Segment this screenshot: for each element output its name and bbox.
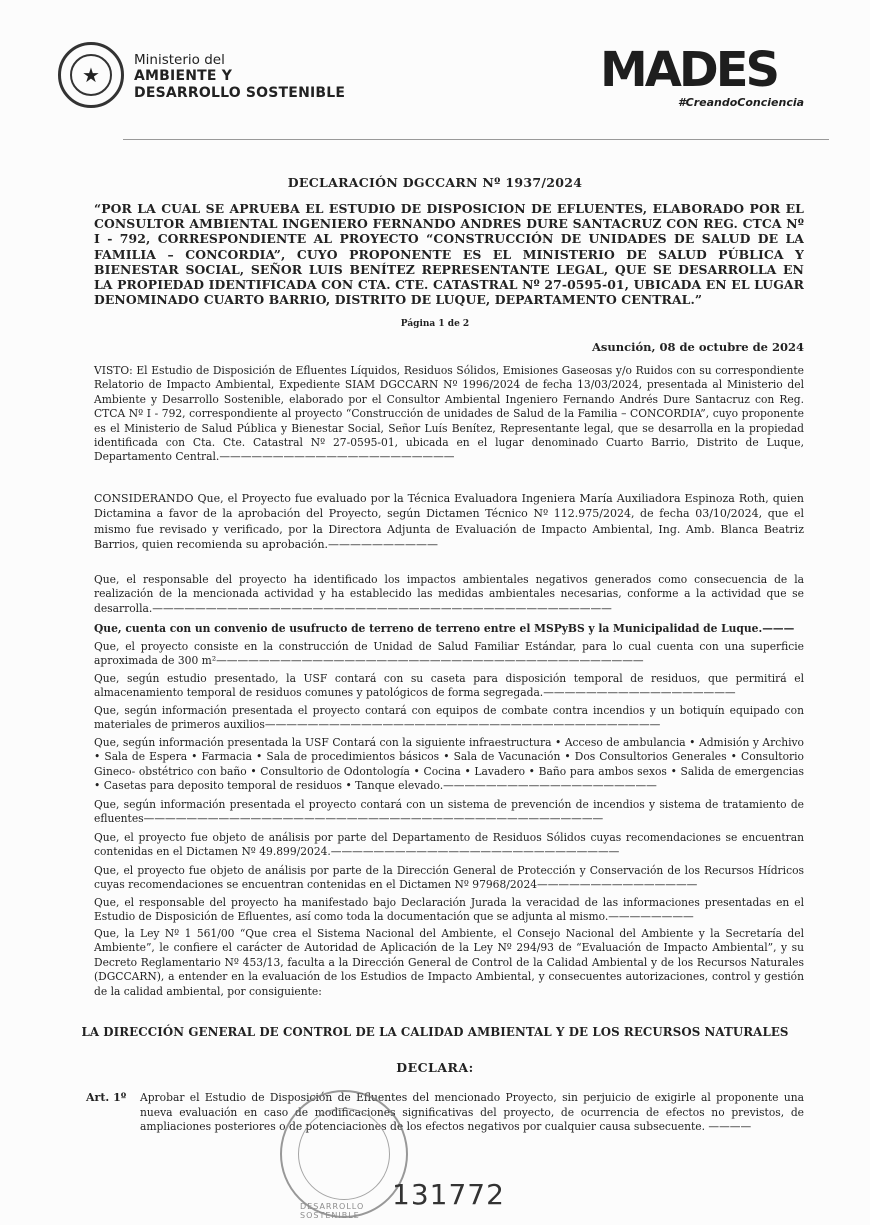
resolution-statement: “POR LA CUAL SE APRUEBA EL ESTUDIO DE DISPOSICION DE EFLUENTES, ELABORADO POR EL CONSULTOR AMBIENTAL INGENIERO FERNANDO ANDRES DURE SANTACRUZ CON REG. CTCA Nº I - 792, CORRESPONDIENTE AL PROYECTO “CONSTRUCCIÓN DE UNIDADES DE SALUD DE LA FAMILIA – CONCORDIA”, CUYO PROPONENTE ES EL MINISTERIO DE SALUD PÚBLICA Y BIENESTAR SOCIAL, SEÑOR LUIS BENÍTEZ REPRESENTANTE LEGAL, QUE SE DESARROLLA EN LA PROPIEDAD IDENTIFICADA CON CTA. CTE. CATASTRAL Nº 27-0595-01, UBICADA EN EL LUGAR DENOMINADO CUARTO BARRIO, DISTRITO DE LUQUE, DEPARTAMENTO CENTRAL.” [94, 201, 804, 308]
ministry-name-line3: DESARROLLO SOSTENIBLE [134, 85, 346, 101]
que-paragraph: Que, el responsable del proyecto ha identificado los impactos ambientales negativos generados como consecuencia de la realización de la mencionada actividad y ha establecido las medidas ambientales necesarias, conforme a la actividad que se desarrolla.——————————————————————————————————————————— [94, 573, 804, 615]
visto-paragraph: VISTO: El Estudio de Disposición de Efluentes Líquidos, Residuos Sólidos, Emisiones Gaseosas y/o Ruidos con su correspondiente Relatorio de Impacto Ambiental, Expediente SIAM DGCCARN Nº 1996/2024 de fecha 13/03/2024, presentada al Ministerio del Ambiente y Desarrollo Sostenible, elaborado por el Consultor Ambiental Ingeniero Fernando Andrés Dure Santacruz con Reg. CTCA Nº I - 792, correspondiente al proyecto “Construcción de unidades de Salud de la Familia – CONCORDIA”, cuyo proponente es el Ministerio de Salud Pública y Bienestar Social, Señor Luís Benítez, Representante legal, que se desarrolla en la propiedad identificada con Cta. Cte. Catastral Nº 27-0595-01, ubicada en el lugar denominado Cuarto Barrio, Distrito de Luque, Departamento Central.—————————————————————— [94, 364, 804, 464]
ministry-seal-icon: ★ [58, 42, 124, 108]
que-paragraph: Que, el proyecto fue objeto de análisis por parte de la Dirección General de Protección y Conservación de los Recursos Hídricos cuyas recomendaciones se encuentran contenidas en el Dictamen Nº 97968/2024——————————————— [94, 864, 804, 892]
mades-logo [600, 44, 820, 114]
que-paragraph: Que, el proyecto consiste en la construcción de Unidad de Salud Familiar Estándar, para lo cual cuenta con una superficie aproximada de 300 m²———————————————————————————————————————— [94, 640, 804, 668]
article-1-text: Aprobar el Estudio de Disposición de Efluentes del mencionado Proyecto, sin perjuicio de exigirle al proponente una nueva evaluación en caso de modificaciones significativas del proyecto, de ocurrencia de efectos no previstos, de ampliaciones posteriores o de potenciaciones de los efectos negativos por cualquier causa subsecuente. ———— [140, 1091, 804, 1134]
mades-logo-tagline: #CreandoConciencia [678, 96, 805, 109]
handwritten-number: 131772 [392, 1178, 505, 1211]
stamp-text: DESARROLLO SOSTENIBLE [300, 1202, 365, 1220]
header-divider [123, 139, 829, 140]
ministry-name-line1: Ministerio del [134, 52, 225, 68]
que-paragraph: Que, el responsable del proyecto ha manifestado bajo Declaración Jurada la veracidad de las informaciones presentadas en el Estudio de Disposición de Efluentes, así como toda la documentación que se adjunta al mismo.———————— [94, 896, 804, 924]
que-paragraph: Que, según información presentada el proyecto contará con equipos de combate contra incendios y un botiquín equipado con materiales de primeros auxilios————————————————————————————————————— [94, 704, 804, 732]
que-paragraph: Que, cuenta con un convenio de usufructo de terreno de terreno entre el MSPyBS y la Municipalidad de Luque.——— [94, 622, 795, 635]
directorate-heading: LA DIRECCIÓN GENERAL DE CONTROL DE LA CALIDAD AMBIENTAL Y DE LOS RECURSOS NATURALES [81, 1025, 789, 1039]
page-number: Página 1 de 2 [400, 319, 470, 329]
ministry-name-line2: AMBIENTE Y [134, 68, 233, 84]
document-date: Asunción, 08 de octubre de 2024 [591, 340, 804, 354]
que-paragraph: Que, el proyecto fue objeto de análisis por parte del Departamento de Residuos Sólidos cuyas recomendaciones se encuentran contenidas en el Dictamen Nº 49.899/2024.——————————————————————————— [94, 831, 804, 859]
declara-heading: DECLARA: [396, 1060, 474, 1075]
official-stamp [280, 1090, 408, 1218]
considerando-paragraph: CONSIDERANDO Que, el Proyecto fue evaluado por la Técnica Evaluadora Ingeniera María Auxiliadora Espinoza Roth, quien Dictamina a favor de la aprobación del Proyecto, según Dictamen Técnico Nº 112.975/2024, de fecha 03/10/2024, que el mismo fue revisado y verificado, por la Directora Adjunta de Evaluación de Impacto Ambiental, Ing. Amb. Blanca Beatriz Barrios, quien recomienda su aprobación.—————————— [94, 492, 804, 552]
article-1-label: Art. 1º [86, 1091, 127, 1104]
que-paragraph: Que, la Ley Nº 1 561/00 “Que crea el Sistema Nacional del Ambiente, el Consejo Nacional del Ambiente y la Secretaría del Ambiente”, le confiere el carácter de Autoridad de Aplicación de la Ley Nº 294/93 de “Evaluación de Impacto Ambiental”, y su Decreto Reglamentario Nº 453/13, faculta a la Dirección General de Control de la Calidad Ambiental y de los Recursos Naturales (DGCCARN), a entender en la evaluación de los Estudios de Impacto Ambiental, y consecuentes autorizaciones, control y gestión de la calidad ambiental, por consiguiente: [94, 927, 804, 998]
que-paragraph: Que, según estudio presentado, la USF contará con su caseta para disposición temporal de residuos, que permitirá el almacenamiento temporal de residuos comunes y patológicos de forma segregada.—————————————————— [94, 672, 804, 700]
que-paragraph: Que, según información presentada la USF Contará con la siguiente infraestructura • Acceso de ambulancia • Admisión y Archivo • Sala de Espera • Farmacia • Sala de procedimientos básicos • Sala de Vacunación • Dos Consultorios Generales • Consultorio Gineco- obstétrico con baño • Consultorio de Odontología • Cocina • Lavadero • Baño para ambos sexos • Salida de emergencias • Casetas para deposito temporal de residuos • Tanque elevado.———————————————————— [94, 736, 804, 793]
que-paragraph: Que, según información presentada el proyecto contará con un sistema de prevención de incendios y sistema de tratamiento de efluentes——————————————————————————————————————————— [94, 798, 804, 826]
mades-logo-text: MADES [600, 42, 778, 98]
declaration-title: DECLARACIÓN DGCCARN Nº 1937/2024 [287, 175, 583, 190]
